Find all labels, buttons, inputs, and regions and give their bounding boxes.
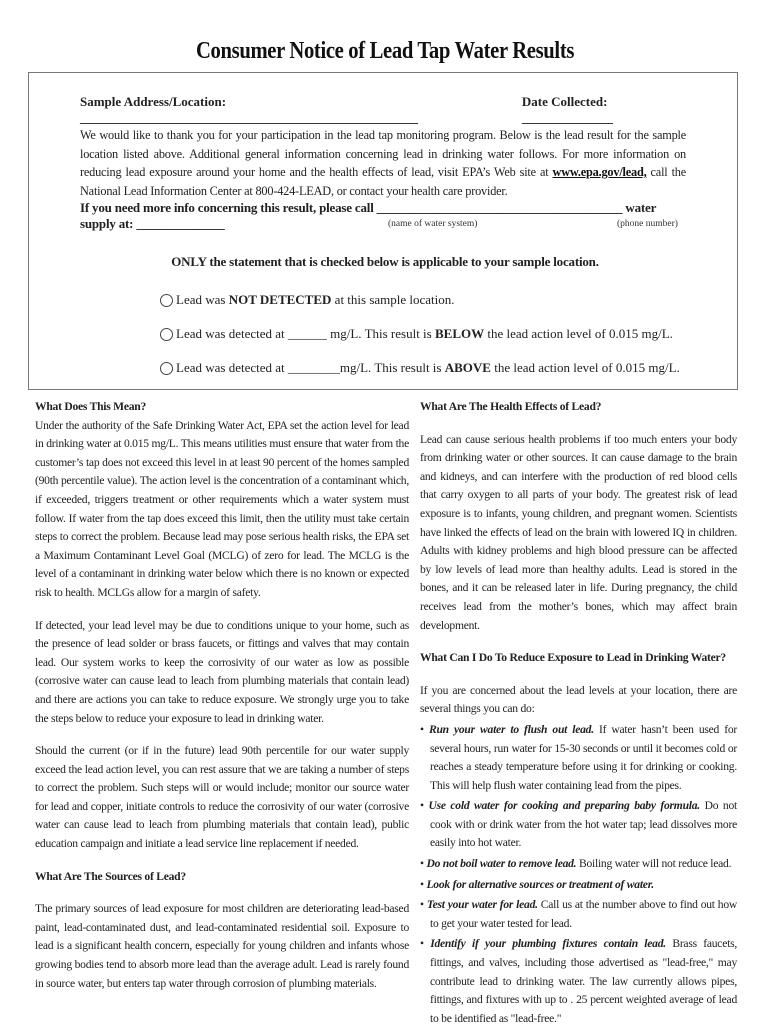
- epa-link[interactable]: www.epa.gov/lead,: [552, 165, 647, 179]
- only-statement: ONLY the statement that is checked below is applicable to your sample location.: [171, 254, 599, 269]
- paragraph-if-detected: If detected, your lead level may be due to conditions unique to your home, such as the presence of lead solder or brass faucets, or fittings and valves that may contain lead. Our system works to keep the corrosivity of our water as low as possible (corrosive water can cause lead to leach from plumbing materials that contain lead) and there are actions you can take to reduce exposure. We strongly urge you to take the steps below to reduce your exposure to lead in drinking water.: [35, 618, 409, 725]
- paragraph-action-level: Under the authority of the Safe Drinking Water Act, EPA set the action level for lead in drinking water at 0.015 mg/L. This means utilities must ensure that water from the customer’s tap does not exceed this level in at least 90 percent of the homes sampled (90th percentile value). The action level is the concentration of a contaminant which, if exceeded, triggers treatment or other requirements which a water system must follow. If water from the tap does exceed this limit, then the utility must take certain steps to correct the problem. Because lead may pose serious health risks, the EPA set a Maximum Contaminant Level Goal (MCLG) of zero for lead. The MCLG is the level of a contaminant in drinking water below which there is no known or expected risk to health. MCLGs allow for a margin of safety.: [35, 418, 409, 599]
- heading-health-effects: What Are The Health Effects of Lead?: [420, 400, 602, 413]
- contact-line[interactable]: If you need more info concerning this result, please call _______________________________________ water supply at: ______________: [80, 200, 656, 231]
- heading-reduce-exposure: What Can I Do To Reduce Exposure to Lead in Drinking Water?: [420, 651, 726, 665]
- option-above[interactable]: [160, 360, 680, 376]
- radio-circle-icon[interactable]: [160, 328, 173, 341]
- left-column: [35, 398, 409, 1007]
- bullet-item: • Test your water for lead. Call us at the number above to find out how to get your water tested for lead.: [420, 898, 737, 930]
- heading-what-does-this-mean: What Does This Mean?: [35, 400, 147, 413]
- option-below[interactable]: [160, 326, 673, 342]
- radio-circle-icon[interactable]: [160, 294, 173, 307]
- bullet-item: • Use cold water for cooking and preparing baby formula. Do not cook with or drink water from the hot water tap; lead dissolves more easily into hot water.: [420, 799, 737, 850]
- hint-phone: (phone number): [617, 219, 678, 229]
- option-text: Lead was detected at ______ mg/L. This result is BELOW the lead action level of 0.015 mg/L.: [176, 326, 673, 341]
- paragraph-should-exceed: Should the current (or if in the future) lead 90th percentile for our water supply exceed the lead action level, you can rest assure that we are taking a number of steps to correct the problem. Such steps will or would include; monitor our source water for lead and copper, initiate controls to reduce the corrosivity of our water (corrosive water can cause lead to leach from plumbing materials that contain lead), public education campaign and initiate a lead service line replacement if needed.: [35, 744, 409, 851]
- address-row: [80, 94, 685, 126]
- option-text: Lead was NOT DETECTED at this sample location.: [176, 292, 455, 307]
- bullet-item: • Do not boil water to remove lead. Boiling water will not reduce lead.: [420, 857, 732, 871]
- right-column: [420, 398, 737, 1030]
- bullet-item: • Look for alternative sources or treatment of water.: [420, 877, 654, 891]
- document-title: Consumer Notice of Lead Tap Water Results: [195, 38, 575, 64]
- paragraph-sources: The primary sources of lead exposure for most children are deteriorating lead-based paint, lead-contaminated dust, and lead-contaminated residential soil. Exposure to lead is a significant health concern, especially for young children and infants whose growing bodies tend to absorb more lead than the average adult. Lead is rarely found in source water, but enters tap water through corrosion of plumbing materials.: [35, 902, 409, 990]
- option-not-detected[interactable]: [160, 292, 455, 308]
- option-text: Lead was detected at ________mg/L. This result is ABOVE the lead action level of 0.015 mg/L.: [176, 360, 680, 375]
- intro-text: We would like to thank you for your participation in the lead tap monitoring program. Below is the lead result for the sample location listed above. Additional general information concerning lead in drinking water follows. For more information on reducing lead exposure around your home and the health effects of lead, visit EPA’s Web site at: [80, 128, 686, 179]
- hint-water-system: (name of water system): [388, 219, 478, 229]
- radio-circle-icon[interactable]: [160, 362, 173, 375]
- paragraph-health-effects: Lead can cause serious health problems if too much enters your body from drinking water or other sources. It can cause damage to the brain and kidneys, and can interfere with the production of red blood cells that carry oxygen to all parts of your body. The greatest risk of lead exposure is to infants, young children, and pregnant women. Scientists have linked the effects of lead on the brain with lowered IQ in children. Adults with kidney problems and high blood pressure can be affected by low levels of lead more than healthy adults. Lead is stored in the bones, and it can be released later in life. During pregnancy, the child receives lead from the mother’s bones, which may affect brain development.: [420, 432, 737, 632]
- sample-address-field[interactable]: Sample Address/Location: ____________________________________________________: [80, 94, 418, 125]
- bullet-item: • Run your water to flush out lead. If water hasn’t been used for several hours, run water for 15-30 seconds or until it becomes cold or reaches a steady temperature before using it for drinking or cooking. This will help flush water containing lead from the pipes.: [420, 722, 737, 792]
- intro-paragraph: [80, 126, 686, 200]
- paragraph-concerned: If you are concerned about the lead levels at your location, there are several things you can do:: [420, 683, 737, 716]
- intro-tail: call the National Lead Information Center at 800-424-LEAD, or contact your health care provider.: [80, 165, 686, 198]
- heading-sources: What Are The Sources of Lead?: [35, 869, 186, 883]
- date-collected-field[interactable]: Date Collected: ______________: [521, 94, 613, 125]
- bullet-item: • Identify if your plumbing fixtures contain lead. Brass faucets, fittings, and valves, including those advertised as "lead-free," may contribute lead to drinking water. The law currently allows pipes, fittings, and fixtures with up to . 25 percent weighted average of lead to be identified as "lead-free.": [420, 937, 737, 1025]
